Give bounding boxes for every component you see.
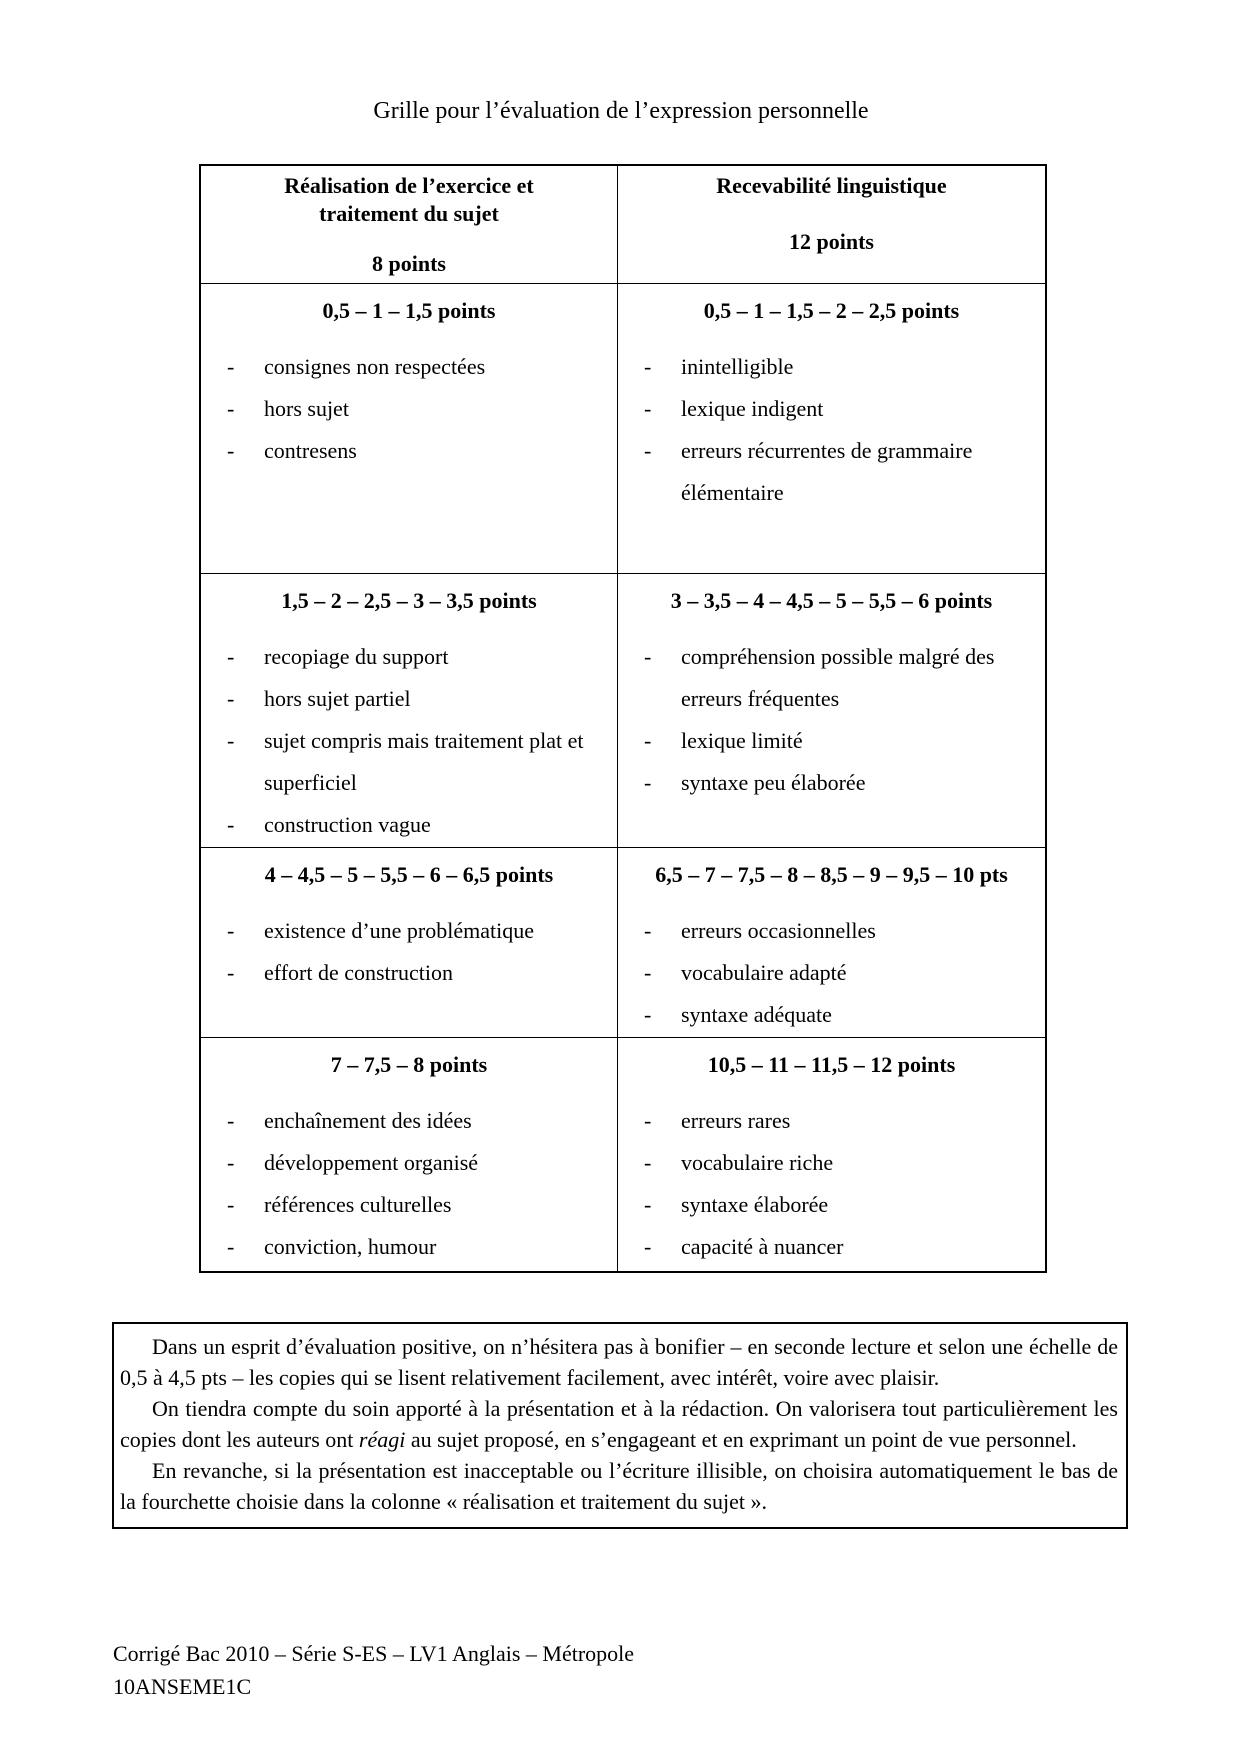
header-cell-recevabilite [618, 166, 1045, 283]
italic-word: réagi [358, 1427, 406, 1452]
dash-marker: - [227, 812, 235, 837]
dash-marker: - [227, 686, 235, 711]
dash-marker: - [644, 354, 652, 379]
dash-marker: - [227, 396, 235, 421]
footer-line-2: 10ANSEME1C [113, 1674, 252, 1699]
dash-marker: - [227, 438, 235, 463]
dash-marker: - [227, 644, 235, 669]
criteria-list [201, 346, 617, 472]
score-range: 6,5 – 7 – 7,5 – 8 – 8,5 – 9 – 9,5 – 10 pts [655, 862, 1008, 887]
column-header-left: Réalisation de l’exercice et traitement du sujet [284, 173, 534, 226]
table-row [201, 284, 1045, 574]
criteria-list [618, 346, 1045, 514]
score-range: 0,5 – 1 – 1,5 points [322, 298, 496, 323]
criterion-item: - syntaxe peu élaborée [618, 762, 1045, 804]
table-cell-row2-left [201, 574, 618, 847]
dash-marker: - [227, 354, 235, 379]
document-footer [113, 1637, 634, 1703]
dash-marker: - [644, 728, 652, 753]
criterion-item: - existence d’une problématique [201, 910, 617, 952]
dash-marker: - [644, 770, 652, 795]
criterion-item: - lexique limité [618, 720, 1045, 762]
criterion-item: - consignes non respectées [201, 346, 617, 388]
dash-marker: - [644, 918, 652, 943]
page-title: Grille pour l’évaluation de l’expression personnelle [373, 98, 869, 124]
dash-marker: - [644, 1002, 652, 1027]
column-points-right: 12 points [789, 229, 874, 254]
criterion-item: - syntaxe adéquate [618, 994, 1045, 1036]
criterion-item: - erreurs rares [618, 1100, 1045, 1142]
table-cell-row1-right [618, 284, 1045, 573]
table-row [201, 1038, 1045, 1271]
dash-marker: - [644, 396, 652, 421]
note-paragraph-2: On tiendra compte du soin apporté à la présentation et à la rédaction. On valorisera tout particulièrement les copies dont les auteurs ont réagi au sujet proposé, en s’engageant et en exprimant un point de vue personnel. [120, 1396, 1118, 1452]
criterion-item: - références culturelles [201, 1184, 617, 1226]
criterion-item: - construction vague [201, 804, 617, 846]
column-points-left: 8 points [372, 251, 446, 276]
dash-marker: - [644, 1150, 652, 1175]
dash-marker: - [644, 644, 652, 669]
note-paragraph-1: Dans un esprit d’évaluation positive, on n’hésitera pas à bonifier – en seconde lecture et selon une échelle de 0,5 à 4,5 pts – les copies qui se lisent relativement facilement, avec intérêt, voire avec plaisir. [120, 1334, 1118, 1390]
table-cell-row1-left [201, 284, 618, 573]
dash-marker: - [227, 1234, 235, 1259]
dash-marker: - [227, 1192, 235, 1217]
criteria-list [618, 910, 1045, 1036]
criterion-item: - recopiage du support [201, 636, 617, 678]
table-row [201, 848, 1045, 1038]
criterion-item: - conviction, humour [201, 1226, 617, 1268]
dash-marker: - [227, 1150, 235, 1175]
evaluation-grid-table [199, 164, 1047, 1273]
criterion-item: - inintelligible [618, 346, 1045, 388]
header-cell-realisation [201, 166, 618, 283]
criterion-item: - lexique indigent [618, 388, 1045, 430]
dash-marker: - [644, 960, 652, 985]
footer-line-1: Corrigé Bac 2010 – Série S-ES – LV1 Anglais – Métropole [113, 1641, 635, 1666]
criterion-item: - compréhension possible malgré des erreurs fréquentes [618, 636, 1045, 720]
dash-marker: - [227, 728, 235, 753]
table-cell-row4-right [618, 1038, 1045, 1271]
criterion-item: - vocabulaire riche [618, 1142, 1045, 1184]
criterion-item: - hors sujet partiel [201, 678, 617, 720]
criterion-item: - erreurs récurrentes de grammaire élémentaire [618, 430, 1045, 514]
criterion-item: - développement organisé [201, 1142, 617, 1184]
score-range: 10,5 – 11 – 11,5 – 12 points [707, 1052, 956, 1077]
score-range: 4 – 4,5 – 5 – 5,5 – 6 – 6,5 points [264, 862, 554, 887]
criterion-item: - syntaxe élaborée [618, 1184, 1045, 1226]
dash-marker: - [644, 1192, 652, 1217]
criterion-item: - effort de construction [201, 952, 617, 994]
dash-marker: - [227, 1108, 235, 1133]
dash-marker: - [644, 1108, 652, 1133]
column-header-right: Recevabilité linguistique [716, 173, 947, 198]
criteria-list [618, 1100, 1045, 1268]
dash-marker: - [227, 918, 235, 943]
criterion-item: - sujet compris mais traitement plat et superficiel [201, 720, 617, 804]
criterion-item: - enchaînement des idées [201, 1100, 617, 1142]
table-header-row [201, 166, 1045, 284]
note-box [112, 1322, 1128, 1529]
criteria-list [618, 636, 1045, 804]
table-cell-row3-left [201, 848, 618, 1037]
criteria-list [201, 910, 617, 994]
score-range: 0,5 – 1 – 1,5 – 2 – 2,5 points [703, 298, 960, 323]
criterion-item: - erreurs occasionnelles [618, 910, 1045, 952]
score-range: 1,5 – 2 – 2,5 – 3 – 3,5 points [281, 588, 537, 613]
criteria-list [201, 1100, 617, 1268]
dash-marker: - [644, 1234, 652, 1259]
score-range: 3 – 3,5 – 4 – 4,5 – 5 – 5,5 – 6 points [670, 588, 993, 613]
criterion-item: - vocabulaire adapté [618, 952, 1045, 994]
criterion-item: - capacité à nuancer [618, 1226, 1045, 1268]
dash-marker: - [227, 960, 235, 985]
criterion-item: - hors sujet [201, 388, 617, 430]
note-paragraph-3: En revanche, si la présentation est inacceptable ou l’écriture illisible, on choisira automatiquement le bas de la fourchette choisie dans la colonne « réalisation et traitement du sujet ». [120, 1458, 1118, 1514]
table-cell-row3-right [618, 848, 1045, 1037]
table-cell-row4-left [201, 1038, 618, 1271]
criteria-list [201, 636, 617, 846]
score-range: 7 – 7,5 – 8 points [330, 1052, 488, 1077]
dash-marker: - [644, 438, 652, 463]
table-row [201, 574, 1045, 848]
table-cell-row2-right [618, 574, 1045, 847]
criterion-item: - contresens [201, 430, 617, 472]
